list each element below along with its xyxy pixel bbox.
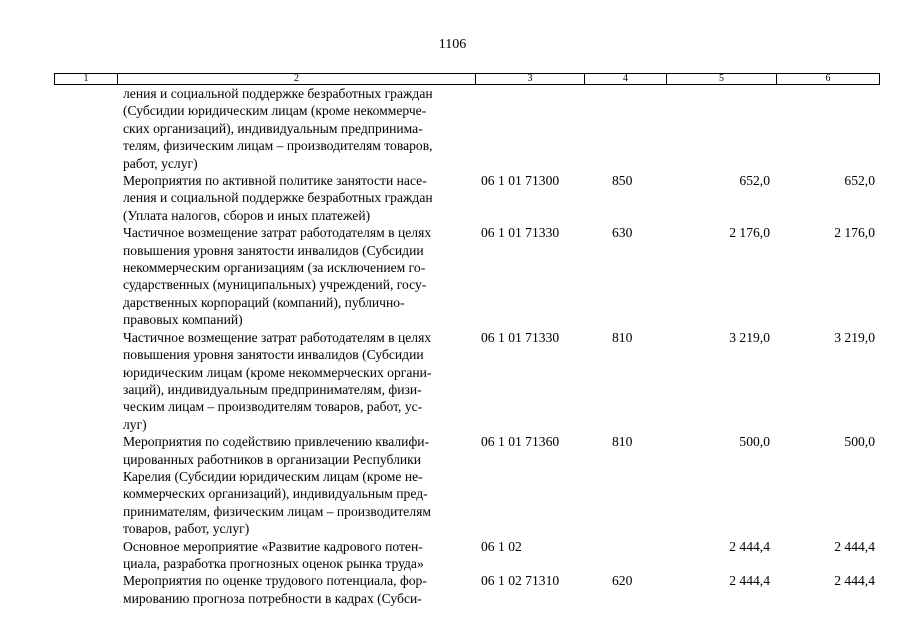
row-code: 06 1 01 71300 bbox=[481, 173, 560, 189]
row-code: 06 1 02 71310 bbox=[481, 573, 560, 589]
description-line: луг) bbox=[123, 416, 147, 432]
description-line: товаров, работ, услуг) bbox=[123, 521, 250, 537]
row-amount-col5: 2 176,0 bbox=[729, 225, 770, 241]
row-amount-col6: 2 176,0 bbox=[834, 225, 875, 241]
page-number: 1106 bbox=[438, 37, 467, 52]
description-line: телям, физическим лицам – производителям товаров, bbox=[123, 138, 433, 154]
description-line: коммерческих организаций), индивидуальным пред- bbox=[123, 486, 428, 502]
header-col-6: 6 bbox=[825, 73, 831, 84]
description-line: ских организаций), индивидуальным предпринима- bbox=[123, 120, 423, 136]
description-line: правовых компаний) bbox=[123, 312, 243, 328]
row-code: 06 1 01 71330 bbox=[481, 225, 560, 241]
description-line: Мероприятия по содействию привлечению квалифи- bbox=[123, 434, 430, 450]
table-body bbox=[54, 85, 880, 607]
row-description bbox=[123, 85, 475, 172]
row-amount-col5: 2 444,4 bbox=[729, 538, 770, 554]
description-line: сударственных (муниципальных) учреждений, госу- bbox=[123, 277, 427, 293]
description-line: некоммерческим организациям (за исключением го- bbox=[123, 260, 426, 276]
description-line: ческим лицам – производителям товаров, работ, ус- bbox=[123, 399, 423, 415]
header-col-5: 5 bbox=[667, 74, 777, 84]
row-amount-col5: 2 444,4 bbox=[729, 573, 770, 589]
table-row bbox=[54, 538, 880, 573]
description-line: заций), индивидуальным предпринимателям, физи- bbox=[123, 381, 422, 397]
row-expense-type: 850 bbox=[612, 173, 633, 189]
row-amount-col6: 2 444,4 bbox=[834, 573, 875, 589]
row-description bbox=[123, 224, 475, 328]
table-row bbox=[54, 172, 880, 224]
description-line: Частичное возмещение затрат работодателям в целях bbox=[123, 225, 432, 241]
row-amount-col6: 3 219,0 bbox=[834, 329, 875, 345]
description-line: Карелия (Субсидии юридическим лицам (кроме не- bbox=[123, 468, 423, 484]
row-amount-col5: 3 219,0 bbox=[729, 329, 770, 345]
row-code: 06 1 02 bbox=[481, 538, 522, 554]
description-line: повышения уровня занятости инвалидов (Субсидии bbox=[123, 242, 424, 258]
row-description bbox=[123, 172, 475, 224]
table-row bbox=[54, 85, 880, 172]
description-line: цированных работников в организации Республики bbox=[123, 451, 422, 467]
description-line: работ, услуг) bbox=[123, 155, 198, 171]
description-line: Мероприятия по оценке трудового потенциала, фор- bbox=[123, 573, 427, 589]
description-line: (Уплата налогов, сборов и иных платежей) bbox=[123, 207, 371, 223]
row-expense-type: 630 bbox=[612, 225, 633, 241]
table-row bbox=[54, 572, 880, 607]
row-expense-type: 810 bbox=[612, 329, 633, 345]
description-line: юридическим лицам (кроме некоммерческих органи- bbox=[123, 364, 432, 380]
header-col-2: 2 bbox=[118, 74, 476, 84]
table-header-row bbox=[54, 73, 880, 85]
description-line: Основное мероприятие «Развитие кадрового потен- bbox=[123, 538, 423, 554]
row-description bbox=[123, 329, 475, 433]
row-code: 06 1 01 71330 bbox=[481, 329, 560, 345]
table-row bbox=[54, 329, 880, 433]
header-col-4: 4 bbox=[585, 74, 667, 84]
description-line: циала, разработка прогнозных оценок рынка труда» bbox=[123, 555, 424, 571]
row-amount-col6: 2 444,4 bbox=[834, 538, 875, 554]
description-line: ления и социальной поддержке безработных граждан bbox=[123, 190, 433, 206]
row-amount-col6: 652,0 bbox=[844, 173, 875, 189]
row-description bbox=[123, 538, 475, 573]
description-line: ления и социальной поддержке безработных граждан bbox=[123, 86, 433, 101]
description-line: мированию прогноза потребности в кадрах (Субси- bbox=[123, 590, 422, 606]
row-description bbox=[123, 433, 475, 537]
description-line: повышения уровня занятости инвалидов (Субсидии bbox=[123, 347, 424, 363]
row-code: 06 1 01 71360 bbox=[481, 434, 560, 450]
table-row bbox=[54, 433, 880, 537]
description-line: Частичное возмещение затрат работодателям в целях bbox=[123, 329, 432, 345]
header-col-1: 1 bbox=[55, 74, 118, 84]
budget-table bbox=[54, 73, 880, 607]
table-row bbox=[54, 224, 880, 328]
description-line: Мероприятия по активной политике занятости насе- bbox=[123, 173, 427, 189]
header-col-3: 3 bbox=[476, 74, 585, 84]
row-expense-type: 620 bbox=[612, 573, 633, 589]
row-expense-type: 810 bbox=[612, 434, 633, 450]
description-line: принимателям, физическим лицам – производителям bbox=[123, 503, 431, 519]
row-description bbox=[123, 572, 475, 607]
row-amount-col6: 500,0 bbox=[844, 434, 875, 450]
description-line: дарственных корпораций (компаний), публично- bbox=[123, 294, 405, 310]
description-line: (Субсидии юридическим лицам (кроме некоммерче- bbox=[123, 103, 427, 119]
row-amount-col5: 652,0 bbox=[739, 173, 770, 189]
row-amount-col5: 500,0 bbox=[739, 434, 770, 450]
